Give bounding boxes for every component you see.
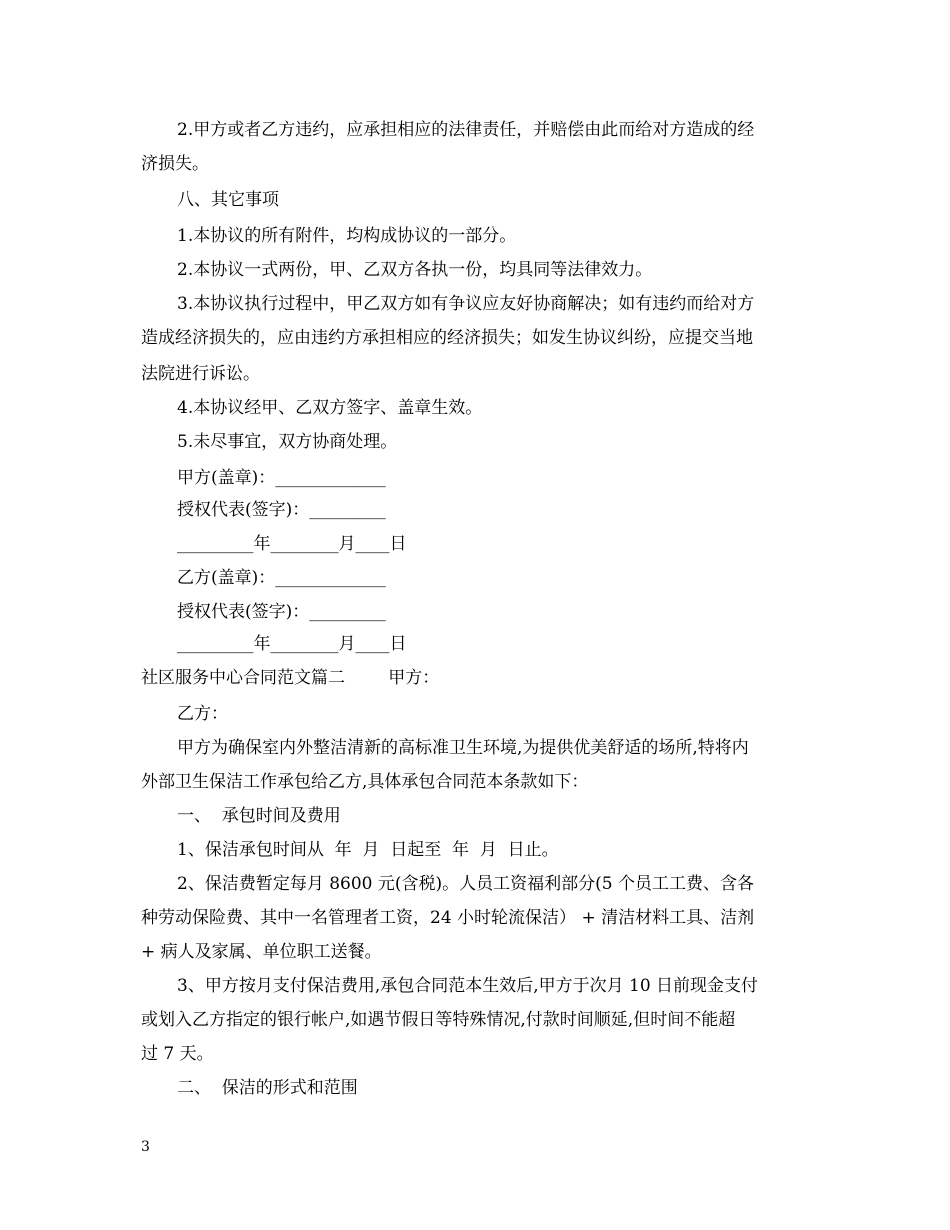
paragraph-line: 外部卫生保洁工作承包给乙方,具体承包合同范本条款如下： [141,772,589,792]
paragraph-line: 乙方： [177,704,228,724]
signature-field-party-a-representative: 授权代表(签字)：_________ [177,500,386,520]
page-number: 3 [141,1139,150,1155]
section-heading: 八、其它事项 [177,190,279,210]
section-heading: 一、 承包时间及费用 [177,806,341,826]
section-heading: 二、 保洁的形式和范围 [177,1078,358,1098]
signature-date-party-a: _________年________月____日 [177,534,407,554]
paragraph-line: 2、保洁费暂定每月 8600 元(含税)。人员工资福利部分(5 个员工工费、含各 [177,874,755,894]
paragraph-line: 1.本协议的所有附件，均构成协议的一部分。 [177,226,517,246]
paragraph-line: + 病人及家属、单位职工送餐。 [141,942,382,962]
signature-field-party-b-seal: 乙方(盖章)：_____________ [177,568,386,588]
signature-field-party-a-seal: 甲方(盖章)：_____________ [177,468,386,488]
paragraph-line: 2.甲方或者乙方违约，应承担相应的法律责任，并赔偿由此而给对方造成的经 [177,120,755,140]
document-title-line: 社区服务中心合同范文篇二 甲方： [141,668,440,688]
paragraph-line: 或划入乙方指定的银行帐户,如遇节假日等特殊情况,付款时间顺延,但时间不能超 [141,1010,736,1030]
signature-date-party-b: _________年________月____日 [177,634,407,654]
paragraph-line: 3、甲方按月支付保洁费用,承包合同范本生效后,甲方于次月 10 日前现金支付 [177,976,759,996]
paragraph-line: 3.本协议执行过程中，甲乙双方如有争议应友好协商解决；如有违约而给对方 [177,294,755,314]
paragraph-line: 种劳动保险费、其中一名管理者工资，24 小时轮流保洁） + 清洁材料工具、洁剂 [141,908,755,928]
signature-field-party-b-representative: 授权代表(签字)：_________ [177,602,386,622]
paragraph-line: 济损失。 [141,154,209,174]
paragraph-line: 5.未尽事宜，双方协商处理。 [177,432,398,452]
paragraph-line: 法院进行诉讼。 [141,364,260,384]
paragraph-line: 过 7 天。 [141,1044,214,1064]
paragraph-line: 造成经济损失的，应由违约方承担相应的经济损失；如发生协议纠纷，应提交当地 [141,328,753,348]
paragraph-line: 甲方为确保室内外整洁清新的高标准卫生环境,为提供优美舒适的场所,特将内 [177,738,749,758]
paragraph-line: 2.本协议一式两份，甲、乙双方各执一份，均具同等法律效力。 [177,260,653,280]
paragraph-line: 4.本协议经甲、乙双方签字、盖章生效。 [177,398,483,418]
paragraph-line: 1、保洁承包时间从 年 月 日起至 年 月 日止。 [177,840,559,860]
